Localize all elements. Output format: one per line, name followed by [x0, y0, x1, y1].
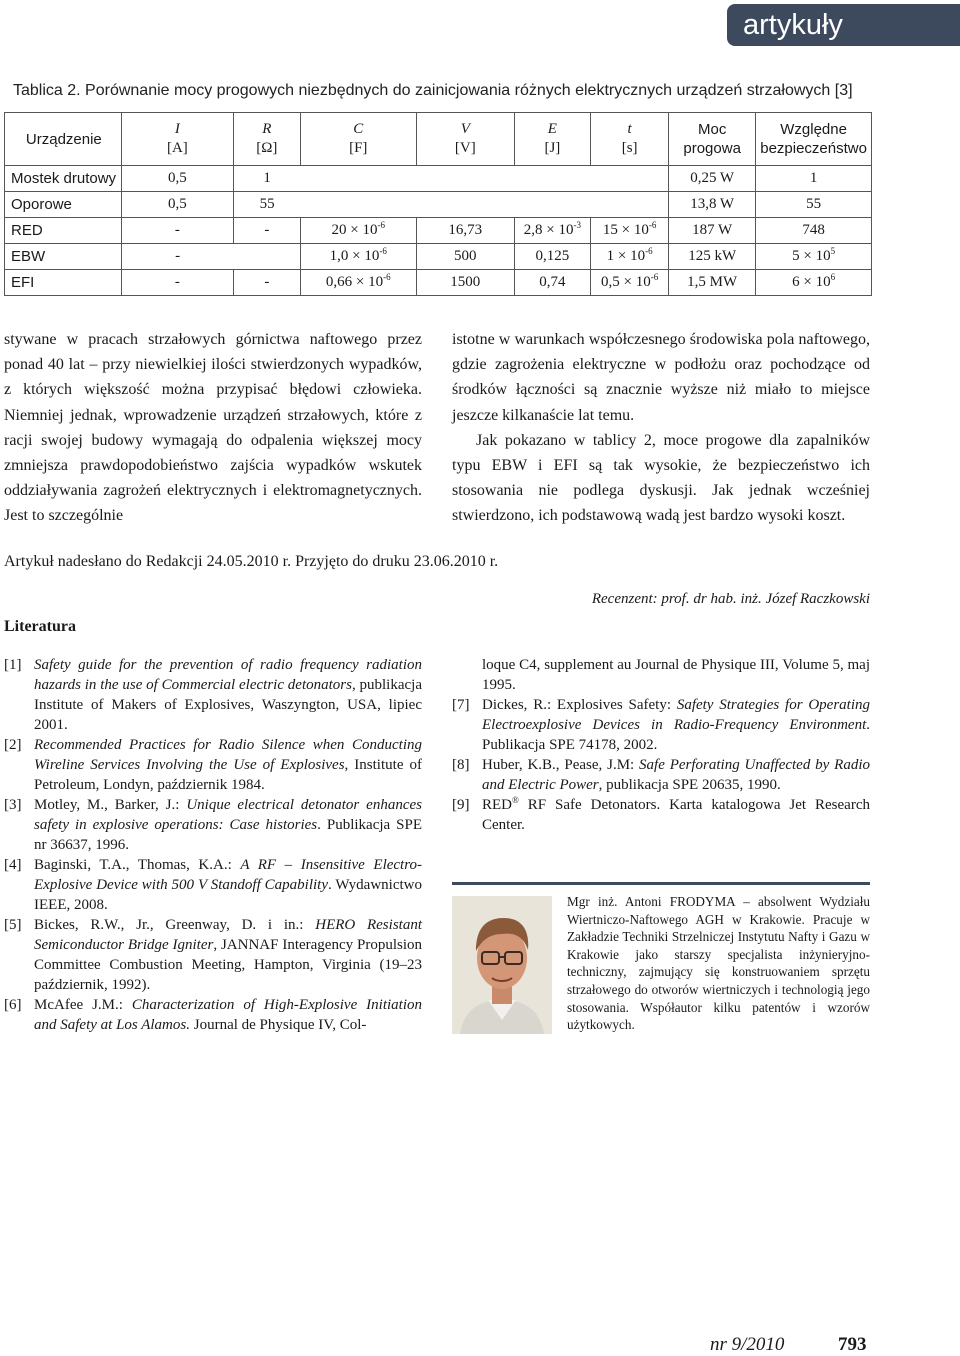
reference-item: [7] Dickes, R.: Explosives Safety: Safety Strategies for Operating Electroexplosive Devices in Radio-Frequency Environment. Publikacja SPE 74178, 2002.	[452, 697, 870, 753]
cell-resistance: 55	[234, 192, 300, 218]
references-right	[452, 655, 870, 835]
cell-time: $0,5 \times 10^{-6}$	[591, 270, 669, 296]
page-number: 793	[838, 1334, 867, 1355]
cell-voltage: 500	[417, 244, 515, 270]
cell-empty	[591, 166, 669, 192]
cell-device: EFI	[5, 270, 122, 296]
header-threshold-power: Moc progowa	[669, 113, 756, 166]
reference-item: [1] Safety guide for the prevention of radio frequency radiation hazards in the use of Commercial electric detonators, publikacja Institute of Makers of Explosives, Waszyngton, USA, lipiec 2001.	[4, 657, 422, 733]
cell-current: 0,5	[121, 192, 233, 218]
cell-device: RED	[5, 218, 122, 244]
table-row	[5, 270, 872, 296]
table-row	[5, 244, 872, 270]
table-row	[5, 192, 872, 218]
body-column-right	[452, 327, 870, 529]
cell-resistance: -	[234, 218, 300, 244]
cell-capacitance: $1,0 \times 10^{-6}$	[300, 244, 416, 270]
reference-item: [4] Baginski, T.A., Thomas, K.A.: A RF – Insensitive Electro-Explosive Device with 500 V Standoff Capability. Wydawnictwo IEEE, 2008.	[4, 857, 422, 913]
table-caption: Tablica 2. Porównanie mocy progowych niezbędnych do zainicjowania różnych elektrycznych urządzeń strzałowych [3]	[13, 82, 853, 99]
cell-voltage: 1500	[417, 270, 515, 296]
header-voltage: V [V]	[417, 113, 515, 166]
cell-empty	[591, 192, 669, 218]
body-paragraph: istotne w warunkach współczesnego środowiska pola naftowego, gdzie zagrożenia elektryczne w podłożu oraz pochodzące od środków łączności są znacznie wyższe niż miało to miejsce jeszcze kilkanaście lat temu.	[452, 331, 870, 424]
table-header-row	[5, 113, 872, 166]
cell-energy: 0,125	[514, 244, 591, 270]
cell-energy: $2,8 \times 10^{-3}$	[514, 218, 591, 244]
cell-power: 187 W	[669, 218, 756, 244]
cell-empty	[417, 192, 515, 218]
section-tab: artykuły	[727, 4, 960, 46]
comparison-table	[4, 112, 872, 296]
cell-empty	[514, 166, 591, 192]
table-row	[5, 166, 872, 192]
cell-device: Mostek drutowy	[5, 166, 122, 192]
cell-current: 0,5	[121, 166, 233, 192]
cell-resistance: 1	[234, 166, 300, 192]
references-left	[4, 655, 422, 1035]
cell-device: EBW	[5, 244, 122, 270]
reference-item: [3] Motley, M., Barker, J.: Unique electrical detonator enhances safety in explosive operations: Case histories. Publikacja SPE nr 36637, 1996.	[4, 797, 422, 853]
cell-capacitance: $20 \times 10^{-6}$	[300, 218, 416, 244]
header-device: Urządzenie	[5, 113, 122, 166]
portrait-icon	[452, 896, 552, 1034]
header-current: I [A]	[121, 113, 233, 166]
cell-safety: 1	[756, 166, 872, 192]
reference-item: [6] McAfee J.M.: Characterization of High-Explosive Initiation and Safety at Los Alamos. Journal de Physique IV, Col-	[4, 997, 423, 1033]
header-resistance: R [Ω]	[234, 113, 300, 166]
author-portrait	[452, 896, 552, 1034]
cell-current: -	[121, 218, 233, 244]
cell-current: -	[121, 244, 233, 270]
cell-current: -	[121, 270, 233, 296]
author-bio: Mgr inż. Antoni FRODYMA – absolwent Wydziału Wiertniczo-Naftowego AGH w Krakowie. Pracuje w Zakładzie Techniki Strzelniczej Instytutu Nafty i Gazu w Krakowie jako starszy specjalista inżynieryjno-techniczny, zajmujący się konstruowaniem sprzętu strzałowego do otworów wiertniczych i technologią jego stosowania. Współautor kilku patentów i wzorów użytkowych.	[567, 894, 870, 1033]
issue-number: nr 9/2010	[710, 1334, 785, 1355]
body-paragraph: Jak pokazano w tablicy 2, moce progowe dla zapalników typu EBW i EFI są tak wysokie, że bezpieczeństwo ich stosowania nie podlega dyskusji. Jak jednak wcześniej stwierdzono, ich podstawową wadą jest bardzo wysoki koszt.	[452, 431, 870, 525]
bio-divider	[452, 882, 870, 885]
cell-empty	[514, 192, 591, 218]
cell-power: 1,5 MW	[669, 270, 756, 296]
cell-device: Oporowe	[5, 192, 122, 218]
cell-empty	[300, 166, 416, 192]
cell-safety: 748	[756, 218, 872, 244]
header-time: t [s]	[591, 113, 669, 166]
cell-resistance	[234, 244, 300, 270]
reviewer-note: Recenzent: prof. dr hab. inż. Józef Raczkowski	[591, 591, 870, 607]
cell-power: 125 kW	[669, 244, 756, 270]
cell-empty	[417, 166, 515, 192]
cell-voltage: 16,73	[417, 218, 515, 244]
cell-empty	[300, 192, 416, 218]
cell-safety: 55	[756, 192, 872, 218]
reference-item: [2] Recommended Practices for Radio Silence when Conducting Wireline Services Involving the Use of Explosives, Institute of Petroleum, Londyn, październik 1984.	[4, 737, 422, 793]
cell-resistance: -	[234, 270, 300, 296]
table-row	[5, 218, 872, 244]
reference-continuation: loque C4, supplement au Journal de Physique III, Volume 5, maj 1995.	[482, 657, 870, 693]
cell-safety: $6 \times 10^6$	[756, 270, 872, 296]
cell-power: 0,25 W	[669, 166, 756, 192]
header-relative-safety: Względne bezpieczeństwo	[756, 113, 872, 166]
body-column-left	[4, 327, 422, 529]
received-note: Artykuł nadesłano do Redakcji 24.05.2010 r. Przyjęto do druku 23.06.2010 r.	[4, 553, 499, 570]
header-capacitance: C [F]	[300, 113, 416, 166]
cell-time: $1 \times 10^{-6}$	[591, 244, 669, 270]
body-paragraph: stywane w pracach strzałowych górnictwa naftowego przez ponad 40 lat – przy niewielkiej ilości stwierdzonych wypadków, z których większość można przypisać błędowi człowieka. Niemniej jednak, wprowadzenie urządzeń strzałowych, które z racji swojej budowy wymagają do odpalenia większej mocy zmniejsza prawdopodobieństwo zajścia wypadków wskutek oddziaływania zagrożeń elektrycznych i elektromagnetycznych. Jest to szczególnie	[4, 331, 422, 525]
reference-item: [5] Bickes, R.W., Jr., Greenway, D. i in.: HERO Resistant Semiconductor Bridge Igniter, JANNAF Interagency Propulsion Committee Combustion Meeting, Hampton, Virginia (19–23 październik, 1992).	[4, 917, 422, 993]
cell-time: $15 \times 10^{-6}$	[591, 218, 669, 244]
literature-heading: Literatura	[4, 618, 76, 635]
reference-item: [9] RED® RF Safe Detonators. Karta katalogowa Jet Research Center.	[452, 795, 870, 833]
cell-safety: $5 \times 10^5$	[756, 244, 872, 270]
cell-energy: 0,74	[514, 270, 591, 296]
cell-capacitance: $0,66 \times 10^{-6}$	[300, 270, 416, 296]
cell-power: 13,8 W	[669, 192, 756, 218]
reference-item: [8] Huber, K.B., Pease, J.M: Safe Perforating Unaffected by Radio and Electric Power, publikacja SPE 20635, 1990.	[452, 757, 870, 793]
header-energy: E [J]	[514, 113, 591, 166]
